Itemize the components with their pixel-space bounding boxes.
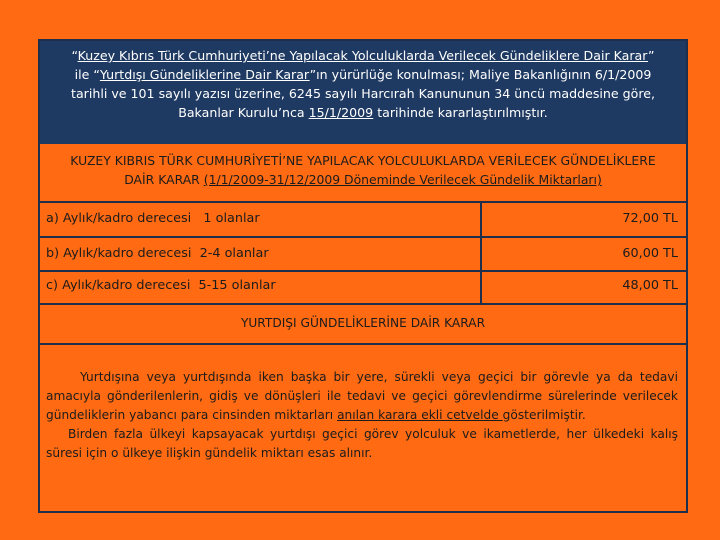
paragraph: Yurtdışına veya yurtdışında iken başka bir yere, sürekli veya geçici bir görevle ya da tedavi amacıyla gönderilenlerin, gidiş ve dönüşleri ile tedavi ve geçici görevlendirme sürelerinde verilecek gündeliklerin yabancı para cinsinden miktarları anılan karara ekli cetvelde gösterilmiştir. (46, 370, 678, 422)
row-label: b) Aylık/kadro derecesi 2-4 olanlar (46, 246, 269, 261)
decree-header (40, 41, 686, 144)
kktc-decree-link[interactable]: Kuzey Kıbrıs Türk Cumhuriyeti’ne Yapılacak Yolculuklarda Verilecek Gündeliklere Dair Karar (77, 48, 648, 63)
yurtdisi-body (46, 368, 678, 463)
row-amount: 72,00 TL (622, 211, 678, 226)
header-line-3: tarihli ve 101 sayılı yazısı üzerine, 6245 sayılı Harcırah Kanununun 34 üncü maddesine göre, (71, 86, 655, 101)
table-row (40, 270, 686, 303)
table-bottom-divider (40, 303, 686, 305)
cetvel-link[interactable]: anılan karara ekli cetvelde (337, 408, 503, 422)
table-row (40, 238, 686, 271)
column-divider (480, 238, 482, 271)
column-divider (480, 203, 482, 236)
row-amount: 48,00 TL (622, 278, 678, 293)
row-label: a) Aylık/kadro derecesi 1 olanlar (46, 211, 260, 226)
header-line-1: “Kuzey Kıbrıs Türk Cumhuriyeti’ne Yapılacak Yolculuklarda Verilecek Gündeliklere Dair Karar” (71, 48, 655, 63)
yurtdisi-decree-link[interactable]: Yurtdışı Gündeliklerine Dair Karar (99, 67, 310, 82)
yurtdisi-title: YURTDIŞI GÜNDELİKLERİNE DAİR KARAR (240, 316, 486, 330)
decision-date-link[interactable]: 15/1/2009 (308, 105, 374, 120)
paragraph: Birden fazla ülkeyi kapsayacak yurtdışı geçici görev yolculuk ve ikametlerde, her ülkedeki kalış süresi için o ülkeye ilişkin gündelik miktarı esas alınır. (46, 427, 678, 460)
table-row (40, 203, 686, 236)
section-title: KUZEY KIBRIS TÜRK CUMHURİYETİ’NE YAPILACAK YOLCULUKLARDA VERİLECEK GÜNDELİKLERE DAİR KARAR (1/1/2009-31/12/2009 Döneminde Verilecek Gündelik Miktarları) (70, 153, 656, 187)
header-line-4: Bakanlar Kurulu’nca 15/1/2009 tarihinde kararlaştırılmıştır. (178, 105, 548, 120)
section-divider (40, 343, 686, 345)
row-label: c) Aylık/kadro derecesi 5-15 olanlar (46, 278, 276, 293)
header-line-2: ile “Yurtdışı Gündeliklerine Dair Karar”ın yürürlüğe konulması; Maliye Bakanlığının 6/1/2009 (74, 67, 652, 82)
row-amount: 60,00 TL (622, 246, 678, 261)
period-link[interactable]: (1/1/2009-31/12/2009 Döneminde Verilecek Gündelik Miktarları) (203, 172, 602, 187)
column-divider (480, 270, 482, 303)
